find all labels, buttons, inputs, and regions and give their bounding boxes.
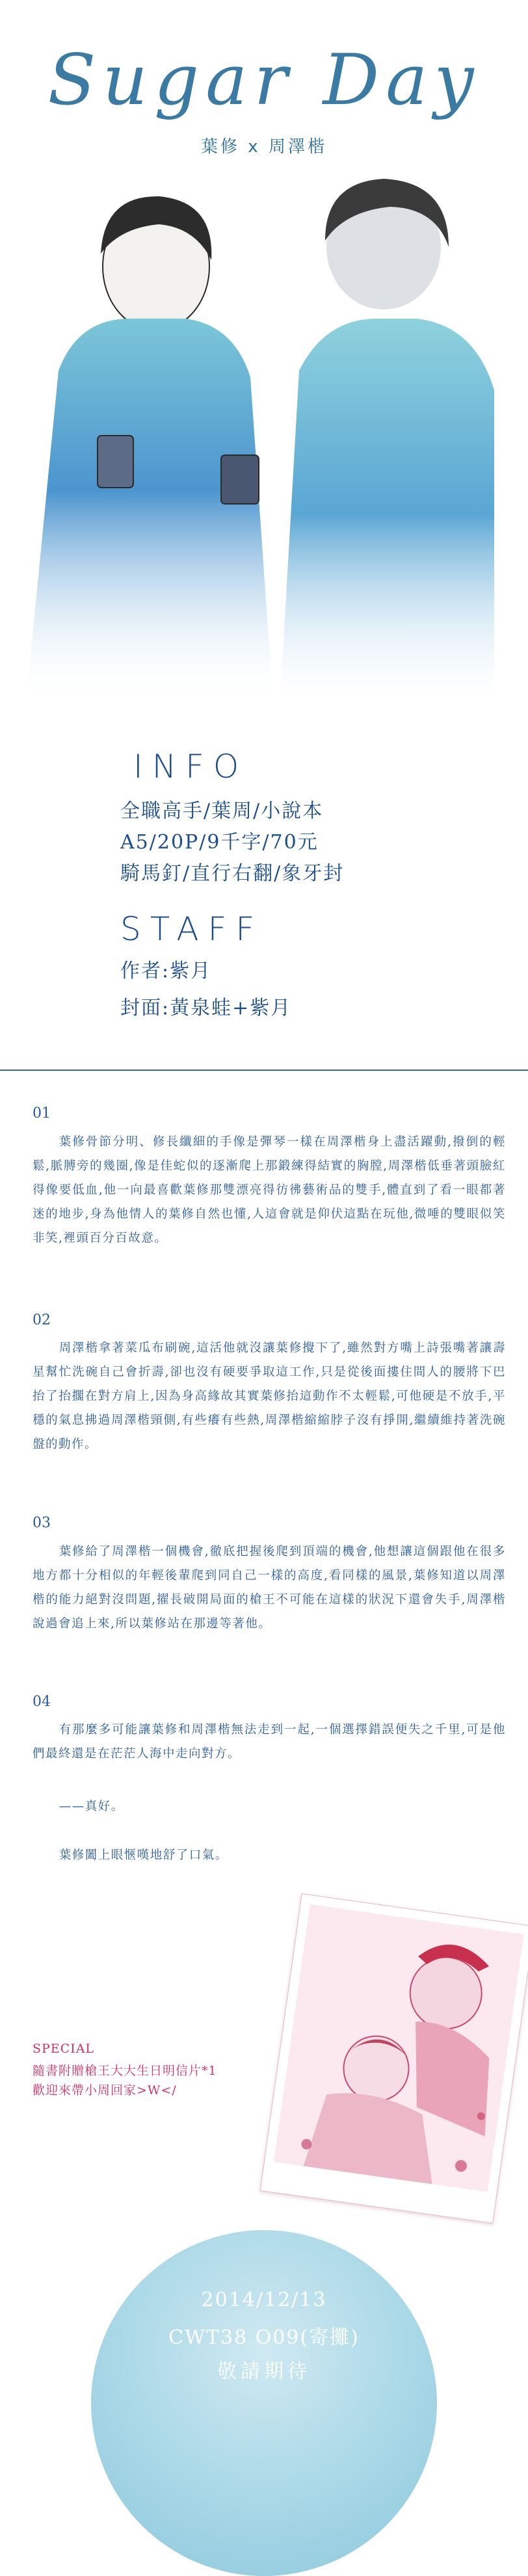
info-binding: 騎馬釘/直行右翻/象牙封 [120, 862, 345, 885]
section-paragraph: 葉修骨節分明、修長纖細的手像是彈琴一樣在周澤楷身上盡活躍動,撥倒的輕鬆,脈膊旁的幾圈,像是佳蛇似的逐漸爬上那鍛練得結實的胸膛,周澤楷低垂著頭臉紅得像要低血,他一向最喜歡葉修那雙漂亮得彷彿藝術品的雙手,體直到了看一眼都著迷的地步,身為他情人的葉修自然也懂,人這會就是仰伏這點在玩他,微唾的雙眼似笑非笑,裡頭百分百故意。 [33, 1135, 506, 1245]
section-number: 02 [33, 1312, 51, 1328]
staff-heading: STAFF [120, 910, 264, 948]
section-paragraph: 葉修給了周澤楷一個機會,徹底把握後爬到頂端的機會,他想讓這個跟他在很多地方都十分相似的年輕後輩爬到同自己一樣的高度,看同樣的風景,葉修知道以周澤楷的能力絕對沒問題,擢長破開局面的槍王不可能在這樣的狀況下還會失手,周澤楷說過會追上來,所以葉修站在那邊等著他。 [33, 1545, 506, 1631]
postcard-image [260, 1893, 528, 2224]
info-format: A5/20P/9千字/70元 [120, 831, 319, 854]
info-genre: 全職高手/葉周/小說本 [120, 800, 324, 822]
special-label: SPECIAL [33, 2042, 95, 2056]
staff-cover: 封面:黃泉蛙+紫月 [120, 997, 292, 1019]
section-paragraph: 有那麼多可能讓葉修和周澤楷無法走到一起,一個選擇錯誤便失之千里,可是他們最終還是在茫茫人海中走向對方。 [33, 1723, 506, 1761]
section-paragraph: 葉修闔上眼愜嘆地舒了口氣。 [59, 1848, 228, 1862]
special-bonus: 隨書附贈槍王大大生日明信片*1 [33, 2064, 217, 2078]
section-paragraph: ——真好。 [59, 1800, 124, 1813]
section-paragraph: 周澤楷拿著菜瓜布刷碗,這活他就沒讓葉修攪下了,雖然對方嘴上詩張嘴著讓壽星幫忙洗碗自己會折壽,卻也沒有硬要爭取這工作,只是從後面摟住間人的腰將下巴抬了抬擱在對方肩上,因為身高緣故其實葉修抬這動作不太輕鬆,可他硬是不放手,平穩的氣息拂過周澤楷頸側,有些癢有些熱,周澤楷縮縮脖子沒有掙開,繼續維持著洗碗盤的動作。 [33, 1341, 506, 1451]
subtitle: 葉修 x 周澤楷 [201, 137, 327, 157]
event-date: 2014/12/13 [201, 2289, 327, 2311]
info-heading: INFO [133, 748, 248, 785]
section-number: 03 [33, 1515, 51, 1531]
event-note: 敬請期待 [217, 2360, 311, 2383]
cover-illustration [0, 156, 528, 754]
section-number: 01 [33, 1105, 51, 1122]
page-title: Sugar Day [47, 40, 481, 121]
left-figure [26, 196, 273, 702]
section-divider [0, 1070, 528, 1071]
staff-author: 作者:紫月 [120, 960, 212, 982]
special-welcome: 歡迎來帶小周回家>W</ [33, 2083, 177, 2097]
event-circle [91, 2230, 437, 2576]
postcard-illustration [261, 1894, 528, 2223]
section-number: 04 [33, 1694, 51, 1710]
event-booth: CWT38 O09(寄攤) [168, 2326, 360, 2349]
